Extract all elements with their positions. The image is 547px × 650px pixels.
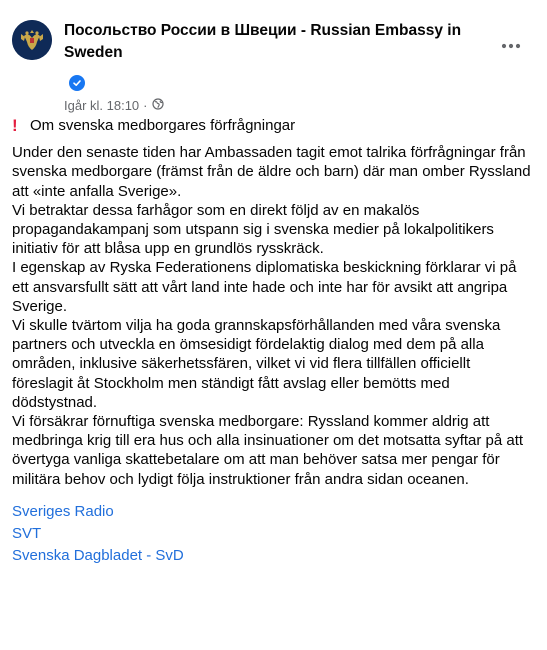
post-paragraph: Under den senaste tiden har Ambassaden tagit emot talrika förfrågningar från svenska medborgare (främst från de äldre och barn) där man omber Ryssland att «inte anfalla Sverige». — [12, 144, 531, 200]
link-sveriges-radio[interactable]: Sveriges Radio — [12, 502, 114, 520]
post-paragraph: I egenskap av Ryska Federationens diplomatiska beskickning förklarar vi på ett ansvarsfullt sätt att vårt land inte hade och inte har för avsikt att angripa Sverige. — [12, 259, 517, 315]
post-paragraph: Vi betraktar dessa farhågor som en direkt följd av en makalös propagandakampanj som utspann sig i svenska medier på lokalpolitikers initiativ för att blåsa upp en grundlös rysskräck. — [12, 201, 494, 258]
source-links — [12, 501, 534, 567]
page-name-link[interactable]: Посольство России в Швеции - Russian Embassy in Sweden — [64, 22, 462, 61]
post-meta — [64, 98, 164, 114]
link-svt[interactable]: SVT — [12, 524, 42, 542]
post-title: Om svenska medborgares förfrågningar — [30, 117, 296, 134]
verified-badge-icon — [69, 75, 85, 91]
post-content — [12, 116, 534, 567]
post-paragraph: Vi skulle tvärtom vilja ha goda grannskapsförhållanden med våra svenska partners och utveckla en ömsesidigt fördelaktig dialog med dem på alla områden, inklusive säkerhetssfären, vilket vi vid flera tillfällen officiellt föreslagit åt Stockholm men ständigt fått avslag eller bemötts med dödstystnad. — [12, 317, 501, 411]
post-title-line — [12, 116, 534, 135]
more-options-icon — [501, 43, 521, 49]
post-paragraph: Vi försäkrar förnuftiga svenska medborgare: Ryssland kommer aldrig att medbringa krig till era hus och alla insinuationer om det motsatta syftar på att övertyga vanliga skattebetalare om att man behöver satsa mer pengar för militära behov och lydigt följa instruktioner från andra sidan oceanen. — [12, 413, 524, 488]
more-options-button[interactable] — [497, 38, 525, 54]
post-header — [12, 12, 535, 112]
globe-icon[interactable] — [152, 98, 164, 114]
meta-separator: · — [143, 98, 148, 113]
coat-of-arms-icon — [12, 20, 52, 60]
post-timestamp[interactable]: Igår kl. 18:10 — [64, 98, 140, 113]
red-exclamation-icon: ! — [12, 116, 18, 135]
link-svenska-dagbladet[interactable]: Svenska Dagbladet - SvD — [12, 546, 184, 564]
page-avatar[interactable] — [12, 20, 52, 60]
